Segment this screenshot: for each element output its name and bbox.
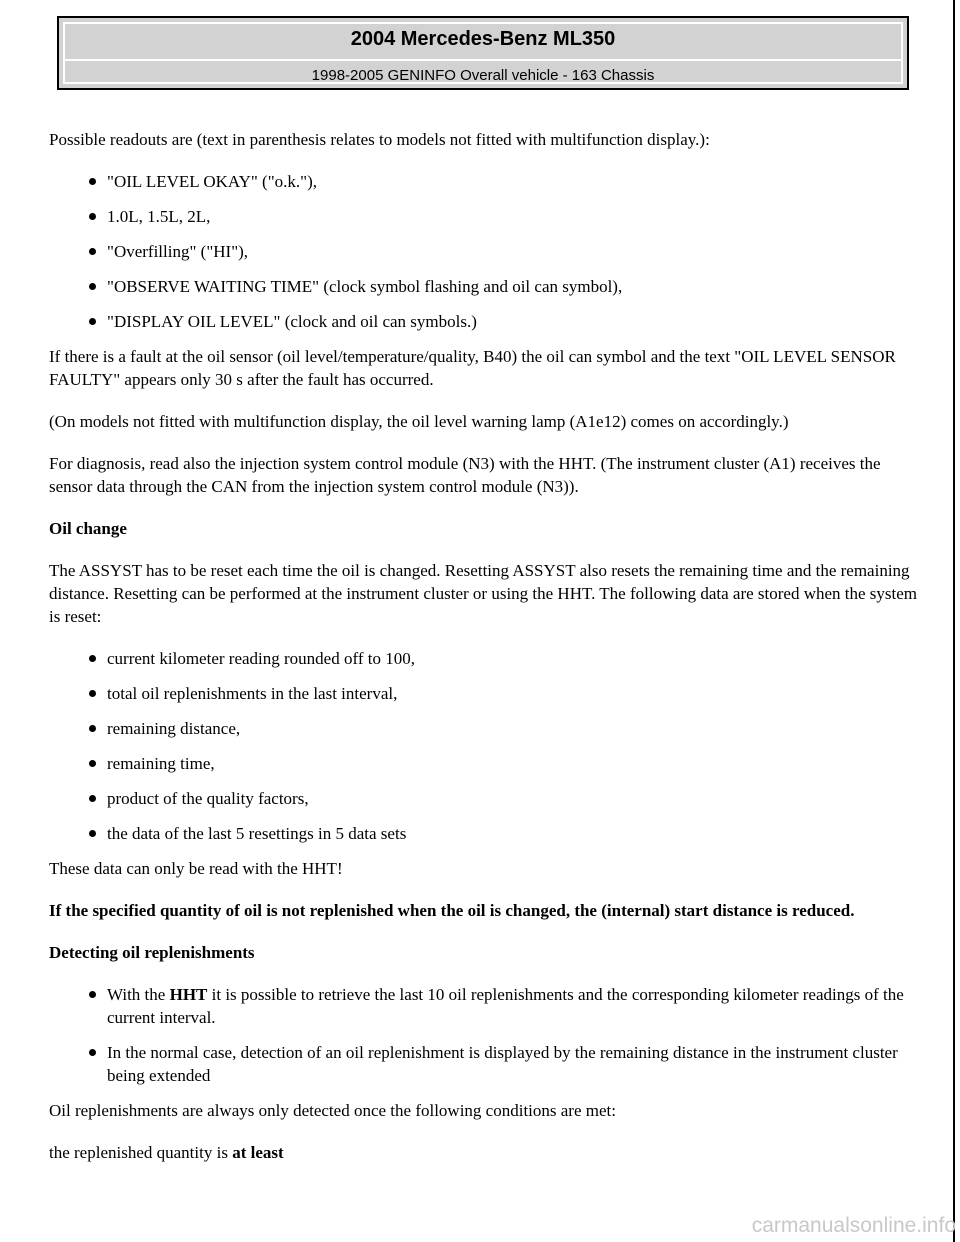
heading-oil-change: Oil change <box>49 519 127 538</box>
bullet-icon <box>89 725 96 732</box>
list-item-text: remaining distance, <box>107 719 241 738</box>
list-item-text-pre: With the <box>107 985 170 1004</box>
heading-detecting-replenishments: Detecting oil replenishments <box>49 943 255 962</box>
readouts-list <box>49 170 919 333</box>
list-item-text: "OIL LEVEL OKAY" ("o.k."), <box>107 172 318 191</box>
list-item-text: In the normal case, detection of an oil replenishment is displayed by the remaining distance in the instrument cluster being extended <box>107 1043 898 1085</box>
paragraph-quantity <box>49 1141 919 1164</box>
paragraph-assyst: The ASSYST has to be reset each time the oil is changed. Resetting ASSYST also resets the remaining time and the remaining distance. Resetting can be performed at the instrument cluster or using the HHT. The following data are stored when the system is reset: <box>49 561 918 626</box>
bullet-icon <box>89 248 96 255</box>
bullet-icon <box>89 991 96 998</box>
bullet-icon <box>89 1049 96 1056</box>
paragraph-warning-lamp: (On models not fitted with multifunction display, the oil level warning lamp (A1e12) comes on accordingly.) <box>49 412 789 431</box>
document-header <box>57 16 909 90</box>
list-item-text: 1.0L, 1.5L, 2L, <box>107 207 211 226</box>
list-item <box>89 205 919 228</box>
paragraph-diagnosis: For diagnosis, read also the injection system control module (N3) with the HHT. (The instrument cluster (A1) receives the sensor data through the CAN from the injection system control module (N3)). <box>49 454 881 496</box>
list-item <box>89 822 919 845</box>
bullet-icon <box>89 690 96 697</box>
header-subtitle: 1998-2005 GENINFO Overall vehicle - 163 Chassis <box>311 67 655 84</box>
bullet-icon <box>89 213 96 220</box>
bullet-icon <box>89 178 96 185</box>
list-item-text: remaining time, <box>107 754 215 773</box>
list-item <box>89 787 919 810</box>
list-item-text: product of the quality factors, <box>107 789 309 808</box>
list-item <box>89 170 919 193</box>
list-item <box>89 310 919 333</box>
list-item-text: "OBSERVE WAITING TIME" (clock symbol flashing and oil can symbol), <box>107 277 623 296</box>
paragraph-fault: If there is a fault at the oil sensor (oil level/temperature/quality, B40) the oil can symbol and the text "OIL LEVEL SENSOR FAULTY" appears only 30 s after the fault has occurred. <box>49 347 896 389</box>
bullet-icon <box>89 795 96 802</box>
list-item-text-post: it is possible to retrieve the last 10 oil replenishments and the corresponding kilometer readings of the current interval. <box>107 985 904 1027</box>
list-item <box>89 682 919 705</box>
list-item <box>89 647 919 670</box>
list-item-text: total oil replenishments in the last interval, <box>107 684 398 703</box>
list-item-text: "Overfilling" ("HI"), <box>107 242 249 261</box>
paragraph-bold-warning: If the specified quantity of oil is not replenished when the oil is changed, the (internal) start distance is reduced. <box>49 901 855 920</box>
watermark: carmanualsonline.info <box>751 1214 956 1237</box>
bullet-icon <box>89 830 96 837</box>
list-item <box>89 275 919 298</box>
list-item-text: "DISPLAY OIL LEVEL" (clock and oil can symbols.) <box>107 312 477 331</box>
list-item <box>89 240 919 263</box>
bullet-icon <box>89 655 96 662</box>
bullet-icon <box>89 283 96 290</box>
paragraph-conditions: Oil replenishments are always only detected once the following conditions are met: <box>49 1101 616 1120</box>
list-item <box>89 752 919 775</box>
list-item <box>89 717 919 740</box>
header-title: 2004 Mercedes-Benz ML350 <box>350 28 616 50</box>
header-divider <box>63 59 903 61</box>
quantity-text-bold: at least <box>232 1143 284 1162</box>
paragraph-hht-only: These data can only be read with the HHT! <box>49 859 343 878</box>
document-body <box>49 128 919 1183</box>
list-item-text: the data of the last 5 resettings in 5 data sets <box>107 824 407 843</box>
bullet-icon <box>89 760 96 767</box>
list-item <box>89 1041 919 1087</box>
list-item <box>89 983 919 1029</box>
detection-list <box>49 983 919 1087</box>
list-item-text-bold: HHT <box>169 985 208 1004</box>
bullet-icon <box>89 318 96 325</box>
quantity-text: the replenished quantity is <box>49 1143 233 1162</box>
list-item-text: current kilometer reading rounded off to 100, <box>107 649 415 668</box>
stored-data-list <box>49 647 919 845</box>
paragraph-readouts: Possible readouts are (text in parenthesis relates to models not fitted with multifunction display.): <box>49 130 710 149</box>
